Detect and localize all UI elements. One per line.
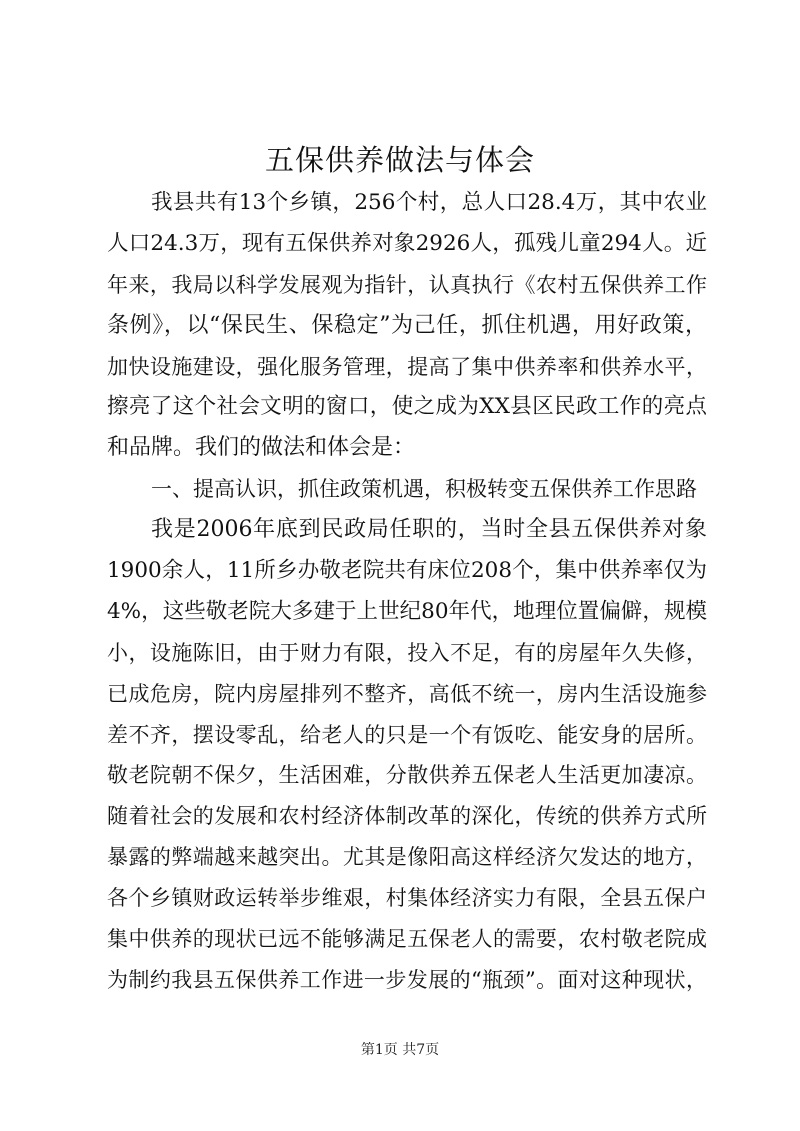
section-heading-1: 一、提高认识，抓住政策机遇，积极转变五保供养工作思路 bbox=[151, 477, 697, 502]
paragraph-1-line-4: 条例》，以“保民生、保稳定”为己任，抓住机遇，用好政策， bbox=[107, 312, 707, 338]
paragraph-3-line-3: 4%，这些敬老院大多建于上世纪80年代，地理位置偏僻，规模 bbox=[107, 598, 707, 624]
paragraph-3-line-1: 我是2006年底到民政局任职的，当时全县五保供养对象 bbox=[151, 517, 707, 543]
paragraph-3-line-4: 小，设施陈旧，由于财力有限，投入不足，有的房屋年久失修， bbox=[107, 640, 707, 665]
document-body bbox=[107, 183, 707, 1001]
paragraph-1-line-7: 和品牌。我们的做法和体会是： bbox=[107, 435, 416, 461]
paragraph-1-line-6: 擦亮了这个社会文明的窗口，使之成为XX县区民政工作的亮点 bbox=[107, 394, 707, 420]
paragraph-1-line-5: 加快设施建设，强化服务管理，提高了集中供养率和供养水平， bbox=[107, 354, 707, 379]
paragraph-1-line-1: 我县共有13个乡镇，256个村，总人口28.4万，其中农业 bbox=[151, 190, 707, 215]
paragraph-3-line-8: 随着社会的发展和农村经济体制改革的深化，传统的供养方式所 bbox=[107, 804, 707, 829]
page-number-footer: 第1页 共7页 bbox=[360, 1042, 440, 1058]
paragraph-3-line-10: 各个乡镇财政运转举步维艰，村集体经济实力有限，全县五保户 bbox=[107, 886, 707, 911]
paragraph-1-line-2: 人口24.3万，现有五保供养对象2926人，孤残儿童294人。近 bbox=[107, 230, 707, 256]
paragraph-3-line-2: 1900余人，11所乡办敬老院共有床位208个，集中供养率仅为 bbox=[107, 558, 707, 584]
paragraph-3-line-6: 差不齐，摆设零乱，给老人的只是一个有饭吃、能安身的居所。 bbox=[107, 722, 707, 747]
paragraph-3-line-7: 敬老院朝不保夕，生活困难，分散供养五保老人生活更加凄凉。 bbox=[107, 763, 707, 788]
paragraph-3-line-11: 集中供养的现状已远不能够满足五保老人的需要，农村敬老院成 bbox=[107, 927, 707, 952]
paragraph-3-line-9: 暴露的弊端越来越突出。尤其是像阳高这样经济欠发达的地方， bbox=[107, 845, 707, 870]
paragraph-3-line-12: 为制约我县五保供养工作进一步发展的“瓶颈”。面对这种现状， bbox=[107, 967, 707, 992]
document-title: 五保供养做法与体会 bbox=[264, 143, 535, 177]
paragraph-3-line-5: 已成危房，院内房屋排列不整齐，高低不统一，房内生活设施参 bbox=[107, 681, 707, 706]
paragraph-1-line-3: 年来，我局以科学发展观为指针，认真执行《农村五保供养工作 bbox=[107, 272, 707, 297]
